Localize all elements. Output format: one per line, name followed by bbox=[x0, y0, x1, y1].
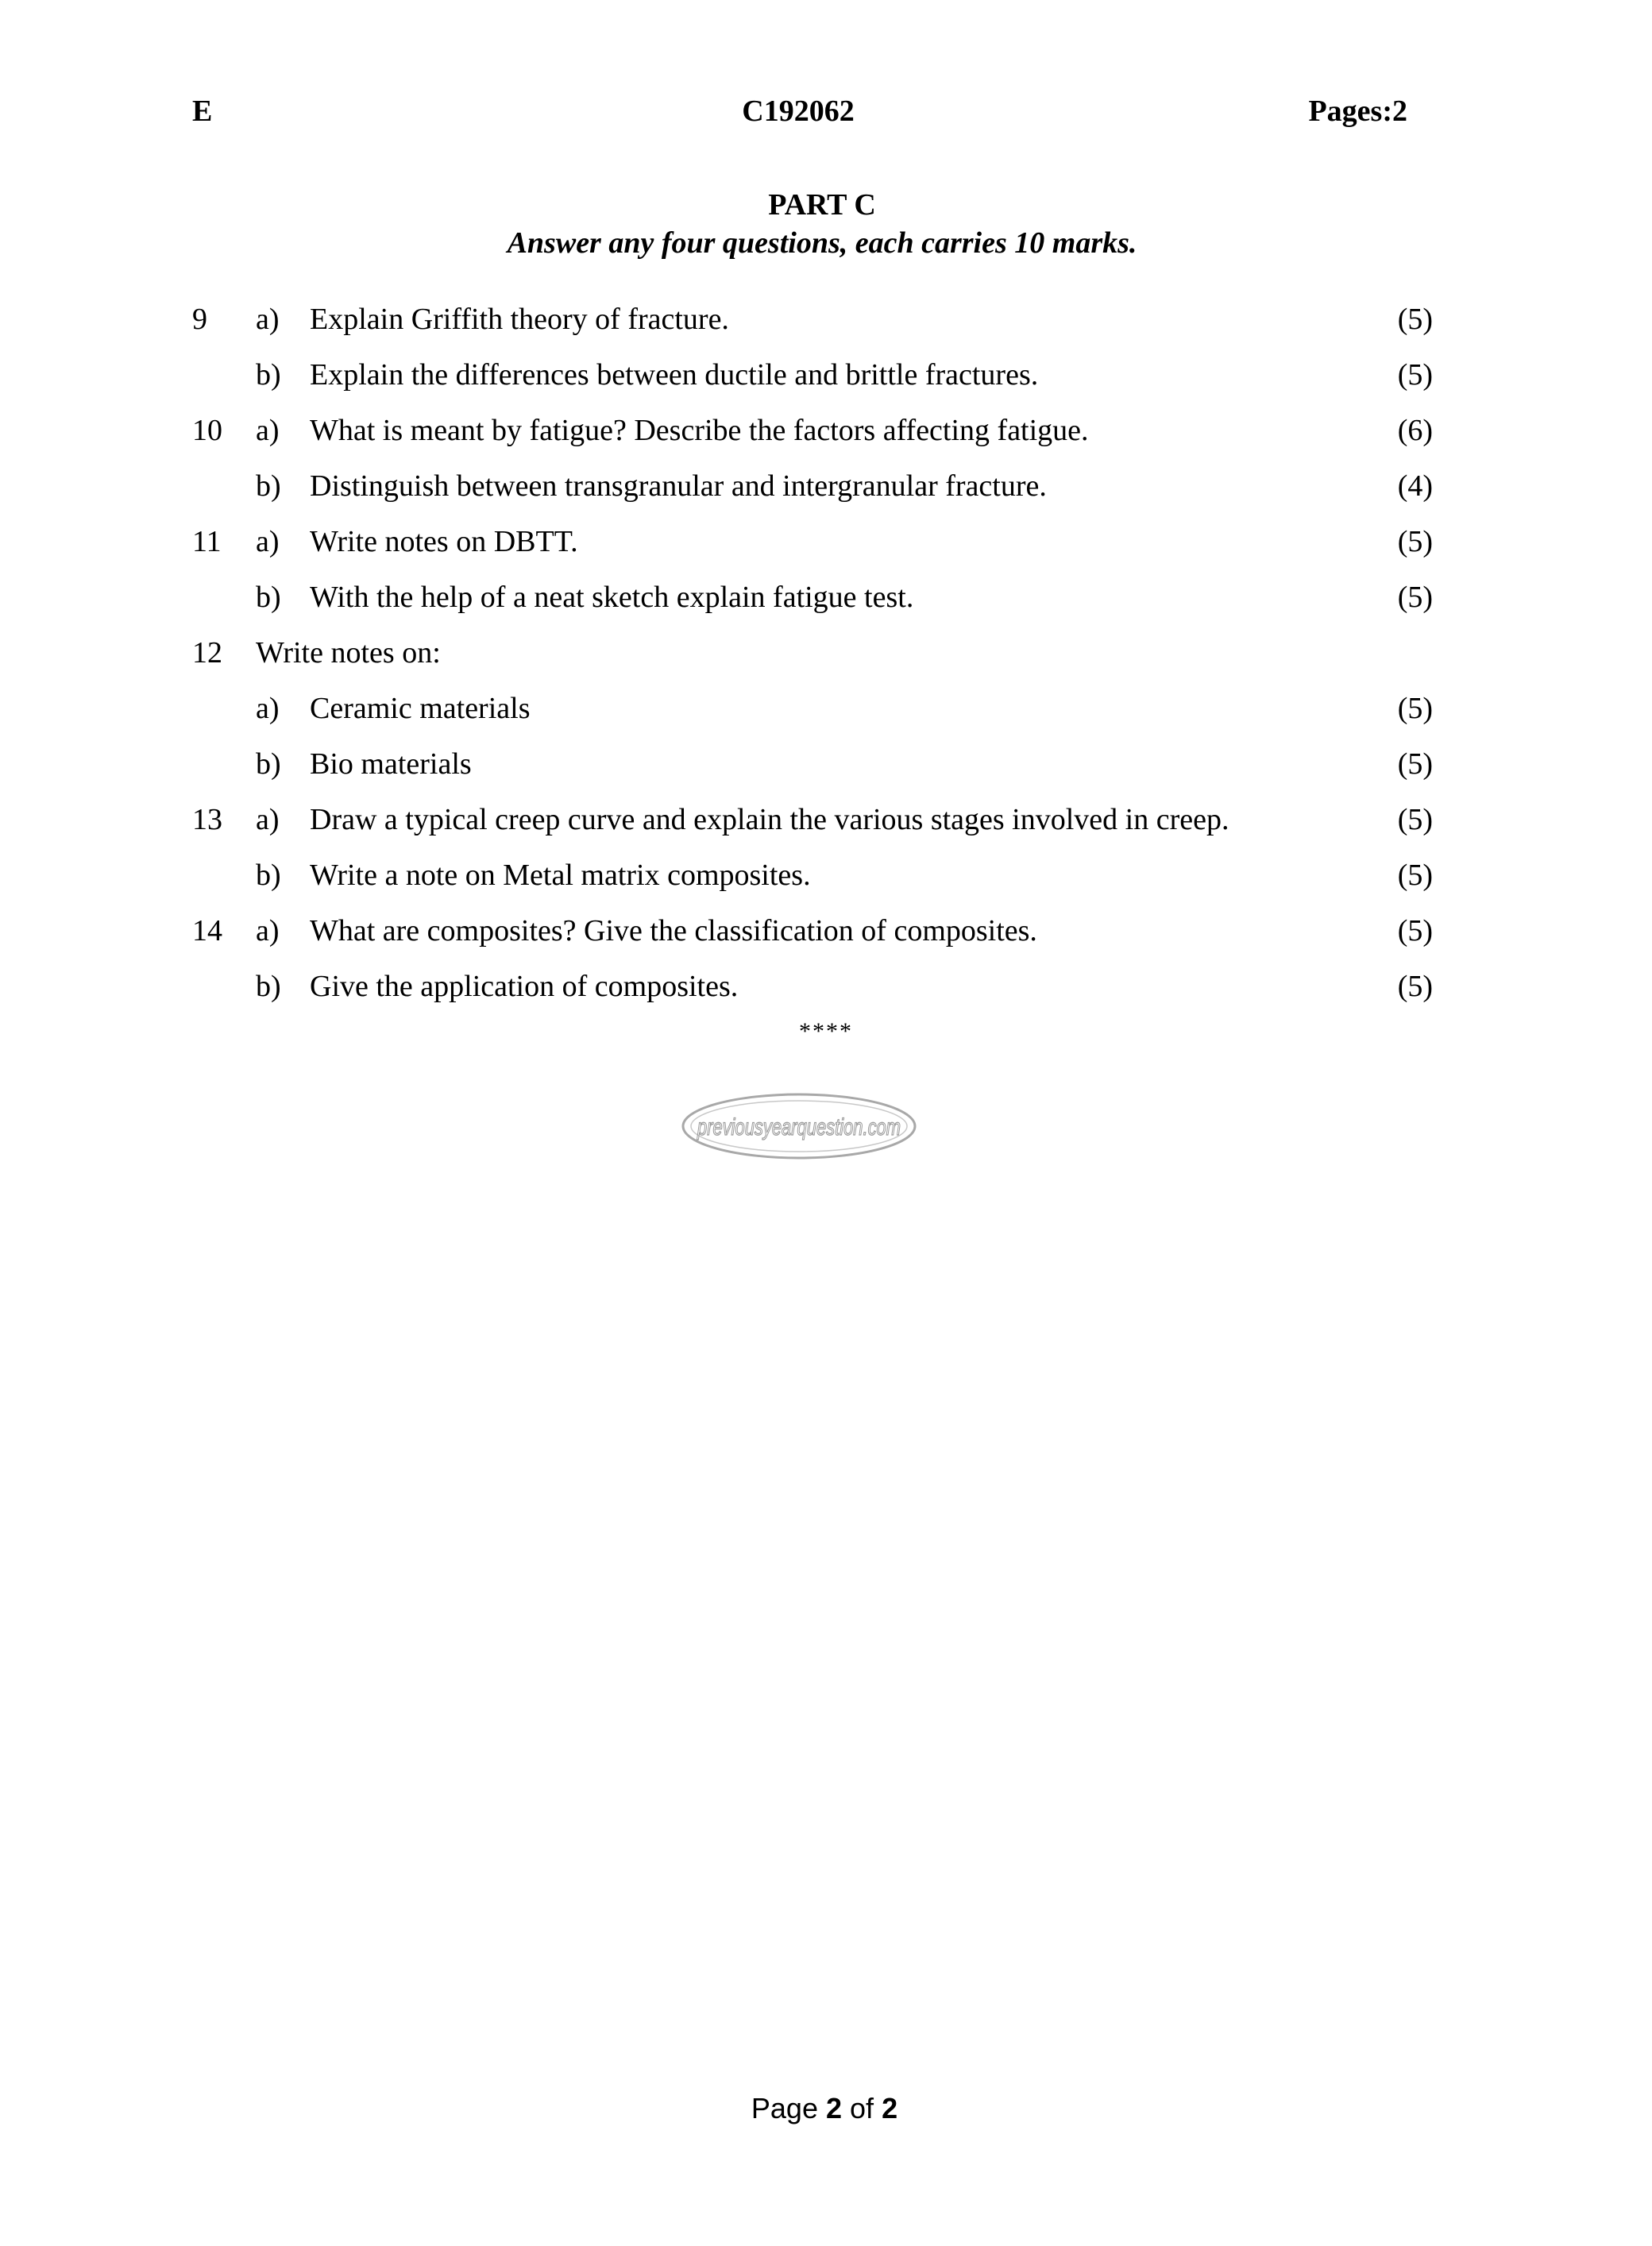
question-marks: (5) bbox=[1397, 970, 1433, 1003]
header-page-count: Pages:2 bbox=[1308, 95, 1407, 128]
question-row bbox=[0, 408, 1588, 464]
question-marks: (4) bbox=[1397, 469, 1433, 503]
question-row bbox=[0, 742, 1588, 797]
watermark-text: previousyearquestion.com bbox=[697, 1114, 901, 1140]
question-sub-label: a) bbox=[256, 692, 280, 725]
question-sub-label: b) bbox=[256, 358, 281, 392]
question-sub-label: a) bbox=[256, 525, 280, 558]
footer-of: of bbox=[850, 2092, 874, 2124]
question-text: With the help of a neat sketch explain fatigue test. bbox=[310, 581, 914, 614]
question-sub-label: a) bbox=[256, 303, 280, 336]
question-number: 14 bbox=[192, 914, 222, 947]
question-marks: (5) bbox=[1397, 692, 1433, 725]
question-number: 9 bbox=[192, 303, 207, 336]
question-text: Distinguish between transgranular and intergranular fracture. bbox=[310, 469, 1047, 503]
watermark-logo bbox=[680, 1091, 918, 1161]
page-footer bbox=[0, 2092, 1649, 2125]
question-sub-label: b) bbox=[256, 469, 281, 503]
question-row bbox=[0, 353, 1588, 408]
question-row bbox=[0, 909, 1588, 964]
question-text: Bio materials bbox=[310, 747, 472, 781]
question-marks: (5) bbox=[1397, 914, 1433, 947]
footer-total-pages: 2 bbox=[882, 2092, 898, 2124]
question-row bbox=[0, 575, 1588, 631]
question-number: 11 bbox=[192, 525, 222, 558]
question-row bbox=[0, 519, 1588, 575]
question-list bbox=[0, 297, 1588, 1020]
question-marks: (6) bbox=[1397, 414, 1433, 447]
question-row bbox=[0, 686, 1588, 742]
question-sub-label: a) bbox=[256, 914, 280, 947]
question-row bbox=[0, 631, 1588, 686]
question-sub-label: b) bbox=[256, 747, 281, 781]
question-number: 13 bbox=[192, 803, 222, 836]
question-number: 12 bbox=[192, 636, 222, 670]
question-text: Ceramic materials bbox=[310, 692, 531, 725]
end-marker: **** bbox=[799, 1018, 853, 1044]
question-marks: (5) bbox=[1397, 525, 1433, 558]
question-text: Draw a typical creep curve and explain the various stages involved in creep. bbox=[310, 803, 1229, 836]
question-row bbox=[0, 964, 1588, 1020]
question-text: Write a note on Metal matrix composites. bbox=[310, 859, 811, 892]
question-text: What is meant by fatigue? Describe the factors affecting fatigue. bbox=[310, 414, 1089, 447]
question-sub-label: a) bbox=[256, 803, 280, 836]
part-instruction: Answer any four questions, each carries 10 marks. bbox=[507, 226, 1137, 260]
question-marks: (5) bbox=[1397, 859, 1433, 892]
question-marks: (5) bbox=[1397, 747, 1433, 781]
question-row bbox=[0, 297, 1588, 353]
question-text: Explain Griffith theory of fracture. bbox=[310, 303, 729, 336]
question-text: Give the application of composites. bbox=[310, 970, 739, 1003]
part-title: PART C bbox=[768, 188, 876, 222]
page-header bbox=[0, 94, 1588, 138]
question-marks: (5) bbox=[1397, 358, 1433, 392]
question-sub-label: a) bbox=[256, 414, 280, 447]
question-row bbox=[0, 464, 1588, 519]
question-row bbox=[0, 797, 1588, 853]
header-set-code: E bbox=[192, 95, 213, 128]
question-row bbox=[0, 853, 1588, 909]
question-sub-label: b) bbox=[256, 970, 281, 1003]
question-text: What are composites? Give the classification of composites. bbox=[310, 914, 1037, 947]
header-paper-code: C192062 bbox=[742, 95, 855, 128]
question-number: 10 bbox=[192, 414, 222, 447]
question-text: Write notes on DBTT. bbox=[310, 525, 578, 558]
question-text: Write notes on: bbox=[256, 636, 441, 670]
question-marks: (5) bbox=[1397, 581, 1433, 614]
question-marks: (5) bbox=[1397, 803, 1433, 836]
footer-current-page: 2 bbox=[825, 2092, 843, 2124]
footer-page-prefix: Page bbox=[751, 2092, 818, 2124]
question-marks: (5) bbox=[1397, 303, 1433, 336]
question-sub-label: b) bbox=[256, 859, 281, 892]
question-text: Explain the differences between ductile and brittle fractures. bbox=[310, 358, 1039, 392]
question-sub-label: b) bbox=[256, 581, 281, 614]
